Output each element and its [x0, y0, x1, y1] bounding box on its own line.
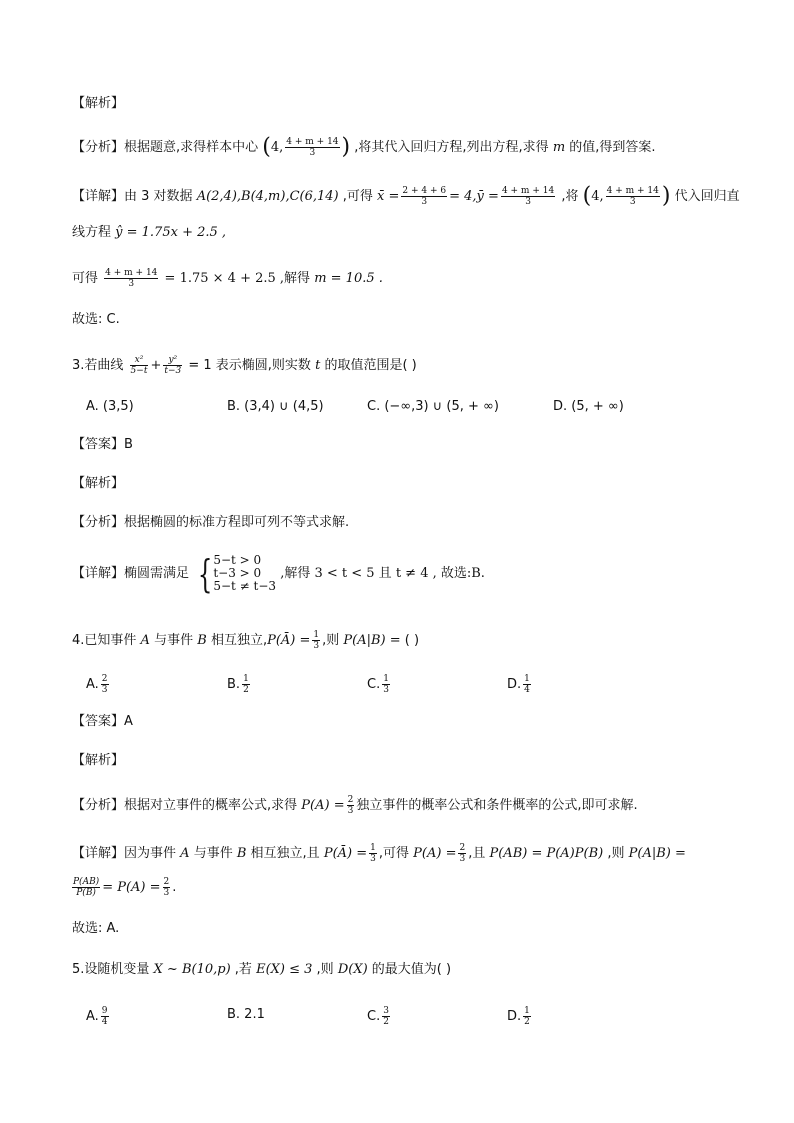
q5-option-d: D. $\frac{1}{2}$ — [507, 1006, 530, 1027]
fraction: $\frac{\text{y²}}{t-3}$ — [164, 355, 182, 376]
q4-choice: 故选: A. — [72, 921, 120, 936]
q5-option-c: C. $\frac{3}{2}$ — [367, 1006, 389, 1027]
fraction: $\frac{2 + 4 + 6}{3}$ — [402, 186, 447, 207]
q2-detail: 【详解】由 3 对数据 A(2,4),B(4,m),C(6,14) ,可得 x̄ = $\frac{2 + 4 + 6}{3}$ = 4,ȳ = $\frac{4 + m + 14}{3}$ ,将 (4, $\frac{4 + m + 14}{3}$ ) 代入回归直 — [72, 183, 740, 209]
q4-answer: 【答案】A — [72, 714, 133, 729]
fraction: $\frac{4 + m + 14}{3}$ — [286, 137, 339, 158]
fraction: $\frac{2}{3}$ — [459, 843, 466, 864]
fraction: $\frac{P(AB)}{P(B)}$ — [73, 877, 100, 898]
q4-analysis-heading: 【解析】 — [72, 753, 125, 768]
fraction: $\frac{1}{3}$ — [370, 843, 376, 864]
q2-result: 可得 $\frac{4 + m + 14}{3}$ = 1.75 × 4 + 2.5 ,解得 m = 10.5 . — [72, 268, 383, 289]
q4-detail-line2: $\frac{P(AB)}{P(B)}$ = P(A) = $\frac{2}{3}$ . — [73, 877, 177, 898]
q4-analysis: 【分析】根据对立事件的概率公式,求得 P(A) = $\frac{2}{3}$ 独立事件的概率公式和条件概率的公式,即可求解. — [72, 795, 638, 816]
fraction: $\frac{\text{x²}}{5-t}$ — [130, 355, 148, 376]
inequality-system: 5−t > 0 t−3 > 0 5−t ≠ t−3 — [213, 553, 277, 593]
q5-option-b: B. 2.1 — [227, 1007, 265, 1022]
q4-option-a: A. $\frac{2}{3}$ — [86, 674, 108, 695]
q2-choice: 故选: C. — [72, 312, 120, 327]
q3-answer: 【答案】B — [72, 437, 133, 452]
fraction: $\frac{2}{3}$ — [163, 877, 170, 898]
q3-option-b: B. (3,4) ∪ (4,5) — [227, 399, 324, 414]
fraction: $\frac{4 + m + 14}{3}$ — [606, 186, 659, 207]
fraction: $\frac{1}{3}$ — [313, 630, 320, 651]
q3-stem: 3.若曲线 $\frac{\text{x²}}{5-t}$ + $\frac{\text{y²}}{t-3}$ = 1 表示椭圆,则实数 t 的取值范围是( ) — [72, 355, 417, 376]
q3-analysis: 【分析】根据椭圆的标准方程即可列不等式求解. — [72, 515, 350, 530]
q4-detail: 【详解】因为事件 A 与事件 B 相互独立,且 P(Ā) = $\frac{1}{3}$ ,可得 P(A) = $\frac{2}{3}$ ,且 P(AB) = P(A)P(B) ,则 P(A|B) = — [72, 843, 686, 864]
q5-option-a: A. $\frac{9}{4}$ — [86, 1006, 108, 1027]
q3-option-c: C. (−∞,3) ∪ (5, + ∞) — [367, 399, 499, 414]
q5-stem: 5.设随机变量 X ~ B(10,p) ,若 E(X) ≤ 3 ,则 D(X) 的最大值为( ) — [72, 962, 452, 977]
q4-option-b: B. $\frac{1}{2}$ — [227, 674, 249, 695]
q3-detail: 【详解】椭圆需满足 { 5−t > 0 t−3 > 0 5−t ≠ t−3 ,解得 3 < t < 5 且 t ≠ 4 , 故选:B. — [72, 551, 485, 596]
fraction: $\frac{2}{3}$ — [347, 795, 354, 816]
q4-option-d: D. $\frac{1}{4}$ — [507, 674, 530, 695]
fraction: $\frac{4 + m + 14}{3}$ — [105, 268, 158, 289]
q2-analysis: 【分析】根据题意,求得样本中心 (4, $\frac{4 + m + 14}{3}$ ) ,将其代入回归方程,列出方程,求得 m 的值,得到答案. — [72, 134, 656, 160]
q3-analysis-heading: 【解析】 — [72, 476, 125, 491]
q2-detail-line2: 线方程 ŷ = 1.75x + 2.5 , — [72, 225, 227, 240]
q4-stem: 4.已知事件 A 与事件 B 相互独立,P(Ā) = $\frac{1}{3}$ ,则 P(A|B) = ( ) — [72, 630, 420, 651]
q4-option-c: C. $\frac{1}{3}$ — [367, 674, 389, 695]
q3-option-a: A. (3,5) — [86, 399, 134, 414]
q3-option-d: D. (5, + ∞) — [553, 399, 624, 414]
analysis-heading: 【解析】 — [72, 96, 125, 111]
fraction: $\frac{4 + m + 14}{3}$ — [501, 186, 555, 207]
